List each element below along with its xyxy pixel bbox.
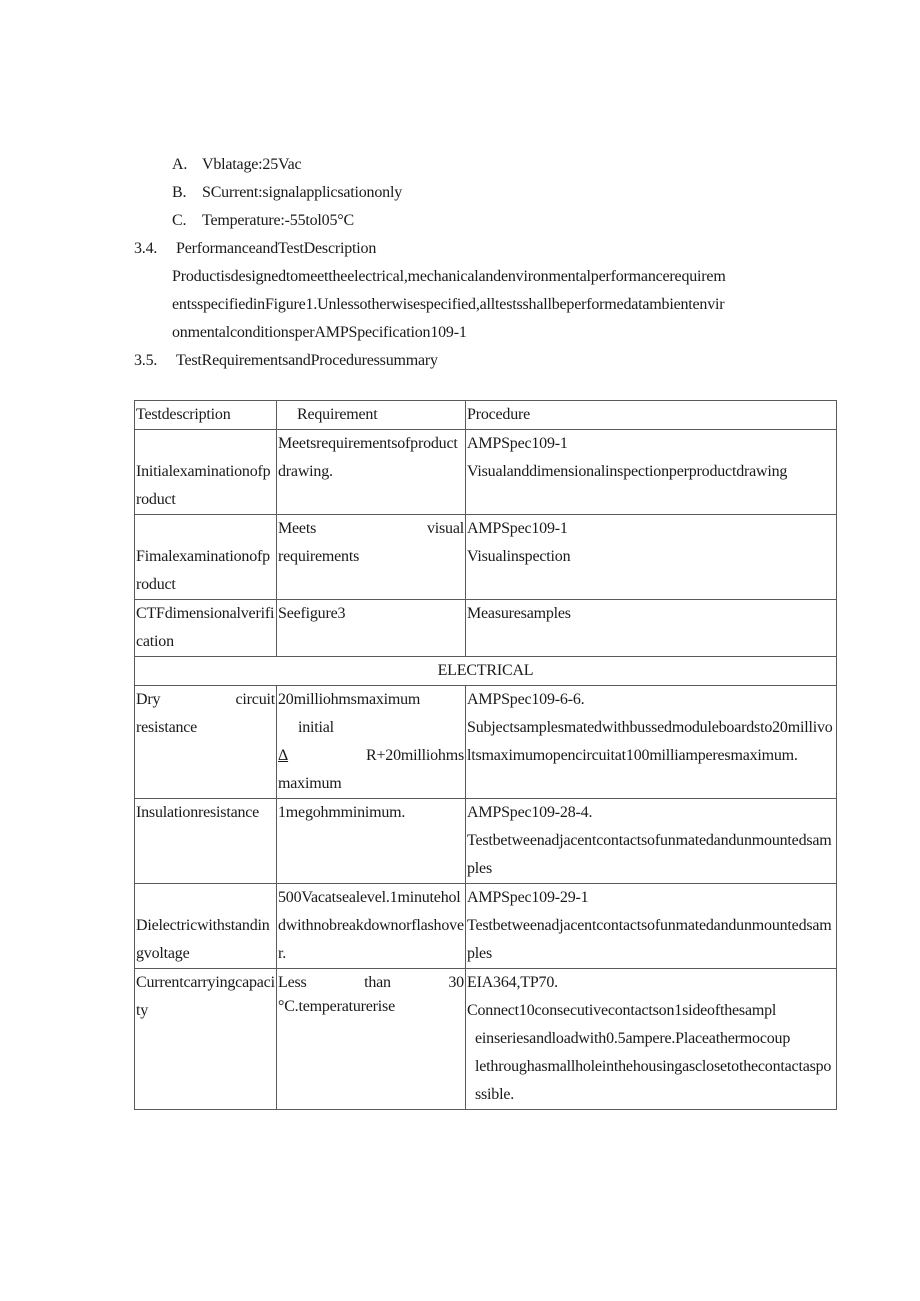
section-3-5-title: TestRequirementsandProceduressummary xyxy=(176,352,438,369)
section-3-4-body-line-3: onmentalconditionsperAMPSpecification109-1 xyxy=(172,324,467,341)
row-1-requirement: Meetsrequirementsofproductdrawing. xyxy=(277,430,466,515)
row-2-requirement-line-1 xyxy=(278,515,464,543)
row-4-description-word-2: circuit xyxy=(235,691,275,708)
row-3-requirement: Seefigure3 xyxy=(277,600,466,657)
row-2-requirement xyxy=(277,515,466,600)
table-row xyxy=(135,430,837,515)
row-6-procedure xyxy=(466,884,837,969)
section-3-4-title: PerformanceandTestDescription xyxy=(176,240,377,257)
condition-a-label: A. xyxy=(172,156,188,173)
row-5-procedure-ref: AMPSpec109-28-4. xyxy=(467,804,593,821)
row-2-requirement-line-2: requirements xyxy=(278,548,360,565)
header-requirement: Requirement xyxy=(277,401,466,430)
row-7-requirement xyxy=(277,969,466,1110)
row-7-procedure xyxy=(466,969,837,1110)
row-3-description: CTFdimensionalverification xyxy=(135,600,277,657)
table-row xyxy=(135,884,837,969)
table-row xyxy=(135,969,837,1110)
table-section-row xyxy=(135,657,837,686)
row-4-description-line-2: resistance xyxy=(136,719,198,736)
section-label-electrical: ELECTRICAL xyxy=(135,657,837,686)
section-3-4-body-line-2: entsspecifiedinFigure1.Unlessotherwisespecified,alltestsshallbeperformedatambientenvir xyxy=(172,296,725,313)
row-3-procedure: Measuresamples xyxy=(466,600,837,657)
condition-b-text: SCurrent:signalapplicsationonly xyxy=(202,184,402,201)
row-4-procedure-text: Subjectsamplesmatedwithbussedmoduleboardsto20millivoltsmaximumopencircuitat100milliamperesmaximum. xyxy=(467,719,833,764)
row-2-procedure xyxy=(466,515,837,600)
row-4-requirement-delta-text: R+20milliohms xyxy=(366,747,464,764)
row-7-requirement-word-1: Less xyxy=(278,974,307,991)
header-test-description: Testdescription xyxy=(135,401,277,430)
row-1-procedure xyxy=(466,430,837,515)
row-1-procedure-text: Visualanddimensionalinspectionperproductdrawing xyxy=(467,463,788,480)
row-4-description xyxy=(135,686,277,799)
section-3-5-heading xyxy=(134,351,438,371)
row-7-requirement-line-2: °C.temperaturerise xyxy=(278,998,395,1015)
row-4-requirement-line-2: initial xyxy=(298,719,334,736)
condition-c xyxy=(172,211,354,231)
row-6-procedure-ref: AMPSpec109-29-1 xyxy=(467,889,589,906)
condition-a-text: Vblatage:25Vac xyxy=(202,156,302,173)
table-header-row xyxy=(135,401,837,430)
row-4-requirement-line-3 xyxy=(278,742,464,770)
delta-symbol: Δ xyxy=(278,747,289,764)
row-2-requirement-word-1: Meets xyxy=(278,520,317,537)
table-row xyxy=(135,515,837,600)
section-3-5-number: 3.5. xyxy=(134,352,158,369)
row-5-procedure-text: Testbetweenadjacentcontactsofunmatedandunmountedsamples xyxy=(467,832,832,877)
row-7-procedure-text-3: lethroughasmallholeinthehousingasclosetothecontactaspossible. xyxy=(475,1058,832,1103)
condition-a xyxy=(172,155,301,175)
row-6-requirement: 500Vacatsealevel.1minuteholdwithnobreakdownorflashover. xyxy=(277,884,466,969)
row-5-description: Insulationresistance xyxy=(135,799,277,884)
row-7-description: Currentcarryingcapacity xyxy=(135,969,277,1110)
section-3-4-heading xyxy=(134,239,376,259)
condition-c-text: Temperature:-55tol05°C xyxy=(202,212,354,229)
row-7-procedure-text-2: einseriesandloadwith0.5ampere.Placeathermocoup xyxy=(475,1030,791,1047)
condition-c-label: C. xyxy=(172,212,187,229)
row-1-procedure-ref: AMPSpec109-1 xyxy=(467,435,568,452)
row-4-requirement xyxy=(277,686,466,799)
table-row xyxy=(135,686,837,799)
condition-b xyxy=(172,183,402,203)
row-2-procedure-ref: AMPSpec109-1 xyxy=(467,520,568,537)
row-1-description: Initialexaminationofproduct xyxy=(135,430,277,515)
section-3-4-body-line-1: Productisdesignedtomeettheelectrical,mechanicalandenvironmentalperformancerequirem xyxy=(172,268,726,285)
row-7-procedure-text-1: Connect10consecutivecontactson1sideofthesampl xyxy=(467,1002,777,1019)
row-2-procedure-text: Visualinspection xyxy=(467,548,571,565)
condition-b-label: B. xyxy=(172,184,187,201)
row-7-requirement-line-1 xyxy=(278,969,464,997)
row-7-requirement-word-2: than xyxy=(364,974,391,991)
test-requirements-table xyxy=(134,400,837,1110)
row-7-requirement-word-3: 30 xyxy=(448,974,464,991)
row-5-requirement: 1megohmminimum. xyxy=(277,799,466,884)
row-7-procedure-ref: EIA364,TP70. xyxy=(467,974,558,991)
row-4-procedure xyxy=(466,686,837,799)
table-row xyxy=(135,600,837,657)
row-2-requirement-word-2: visual xyxy=(426,520,464,537)
row-4-procedure-ref: AMPSpec109-6-6. xyxy=(467,691,585,708)
table-row xyxy=(135,799,837,884)
section-3-4-number: 3.4. xyxy=(134,240,158,257)
row-5-procedure xyxy=(466,799,837,884)
row-4-requirement-line-1: 20milliohmsmaximum xyxy=(278,691,421,708)
row-6-procedure-text: Testbetweenadjacentcontactsofunmatedandunmountedsamples xyxy=(467,917,832,962)
header-procedure: Procedure xyxy=(466,401,837,430)
row-2-description: Fimalexaminationofproduct xyxy=(135,515,277,600)
row-6-description: Dielectricwithstandingvoltage xyxy=(135,884,277,969)
row-4-description-word-1: Dry xyxy=(136,691,161,708)
row-4-description-line-1 xyxy=(136,686,275,714)
row-4-requirement-line-4: maximum xyxy=(278,775,342,792)
